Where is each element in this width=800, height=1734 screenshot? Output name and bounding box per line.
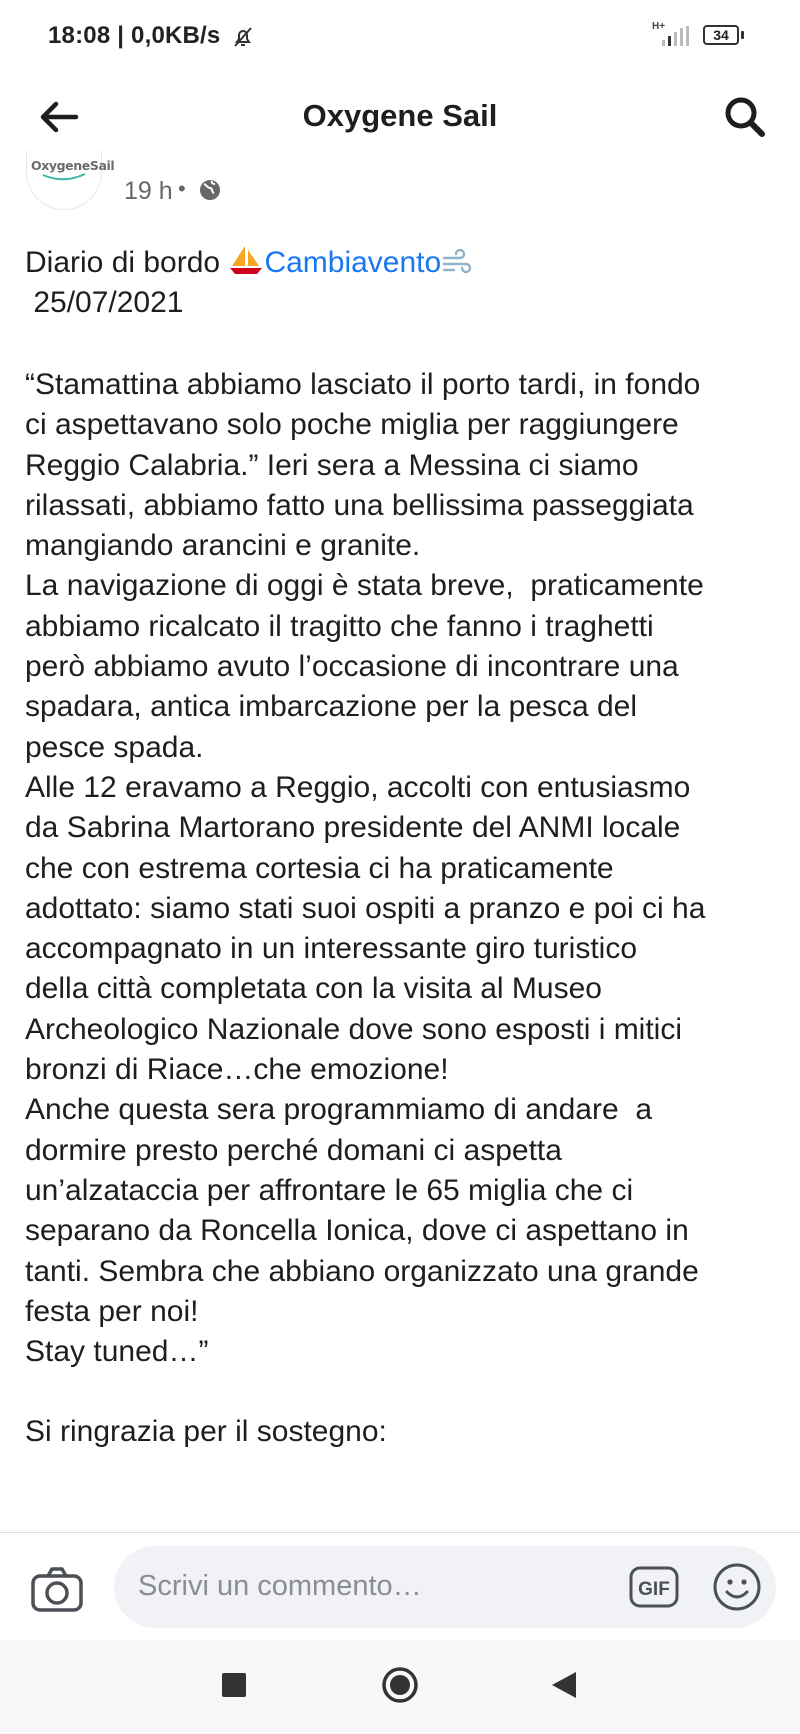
meta-separator: • — [178, 176, 186, 201]
post-line: però abbiamo avuto l’occasione di incontrare una — [25, 650, 679, 684]
app-header — [0, 72, 800, 162]
blank-line — [25, 1372, 795, 1412]
mute-icon — [231, 25, 255, 49]
gif-label: GIF — [638, 1579, 670, 1600]
avatar[interactable] — [26, 150, 115, 210]
battery-tip — [741, 31, 744, 39]
post-line: Archeologico Nazionale dove sono esposti i mitici — [25, 1012, 683, 1046]
post-line: spadara, antica imbarcazione per la pesca del — [25, 690, 638, 724]
post-line: tanti. Sembra che abbiano organizzato una grande — [25, 1254, 699, 1288]
comment-input[interactable] — [114, 1546, 776, 1628]
post-line: pesce spada. — [25, 730, 204, 764]
sailboat-icon — [228, 244, 264, 276]
post-line: “Stamattina abbiamo lasciato il porto tardi, in fondo — [25, 368, 701, 401]
post-line: Stay tuned…” — [25, 1335, 209, 1369]
post-line: rilassati, abbiamo fatto una bellissima passeggiata — [25, 488, 694, 522]
home-icon[interactable] — [381, 1666, 419, 1704]
post-line: Anche questa sera programmiamo di andare a — [25, 1093, 653, 1127]
page-title: Oxygene Sail — [302, 98, 498, 133]
post-line: separano da Roncella Ionica, dove ci aspettano in — [25, 1214, 689, 1248]
post-title-prefix: Diario di bordo — [25, 246, 229, 279]
wind-icon — [441, 248, 473, 276]
post-line: festa per noi! — [25, 1294, 199, 1328]
post-line: accompagnato in un interessante giro turistico — [25, 932, 638, 966]
status-text: 18:08 | 0,0KB/s — [48, 22, 221, 49]
post-line: mangiando arancini e granite. — [25, 529, 421, 563]
battery-icon: 34 — [703, 25, 739, 45]
post-body — [25, 365, 795, 1453]
post-line: dormire presto perché domani ci aspetta — [25, 1133, 562, 1167]
post-line: ci aspettavano solo poche miglia per raggiungere — [25, 408, 679, 442]
logo-swoosh-icon — [41, 172, 87, 182]
back-icon[interactable] — [550, 1670, 578, 1700]
recents-icon[interactable] — [222, 1673, 246, 1697]
post-line: Alle 12 eravamo a Reggio, accolti con entusiasmo — [25, 770, 691, 804]
emoji-icon[interactable] — [711, 1561, 763, 1613]
post-line: della città completata con la visita al Museo — [25, 972, 602, 1006]
gif-icon[interactable] — [628, 1565, 680, 1609]
post-line: La navigazione di oggi è stata breve, praticamente — [25, 569, 704, 603]
hashtag-link[interactable]: Cambiavento — [264, 246, 442, 279]
post-title-line — [25, 243, 785, 283]
comment-placeholder: Scrivi un commento… — [138, 1570, 422, 1602]
status-left — [48, 22, 255, 50]
post-line: un’alzataccia per affrontare le 65 miglia che ci — [25, 1173, 634, 1207]
network-type: H+ — [652, 21, 666, 32]
thanks-line: Si ringrazia per il sostegno: — [25, 1415, 387, 1449]
avatar-logo-text: OxygeneSail — [31, 158, 115, 173]
post-line: abbiamo ricalcato il tragitto che fanno i traghetti — [25, 609, 654, 643]
post-line: bronzi di Riace…che emozione! — [25, 1053, 449, 1087]
system-nav-bar — [0, 1640, 800, 1734]
post-line: da Sabrina Martorano presidente del ANMI locale — [25, 811, 681, 845]
post-date: 25/07/2021 — [25, 286, 184, 320]
post-line: che con estrema cortesia ci ha praticamente — [25, 851, 614, 885]
post-time[interactable]: 19 h — [124, 177, 173, 205]
post-headline — [25, 243, 785, 323]
globe-icon — [198, 178, 222, 202]
camera-icon[interactable] — [30, 1564, 84, 1614]
post-line: Reggio Calabria.” Ieri sera a Messina ci siamo — [25, 448, 639, 482]
post-line: adottato: siamo stati suoi ospiti a pranzo e poi ci ha — [25, 891, 706, 925]
status-bar — [0, 0, 800, 72]
search-icon[interactable] — [718, 90, 772, 144]
divider — [0, 1532, 800, 1533]
signal-icon — [662, 26, 696, 46]
